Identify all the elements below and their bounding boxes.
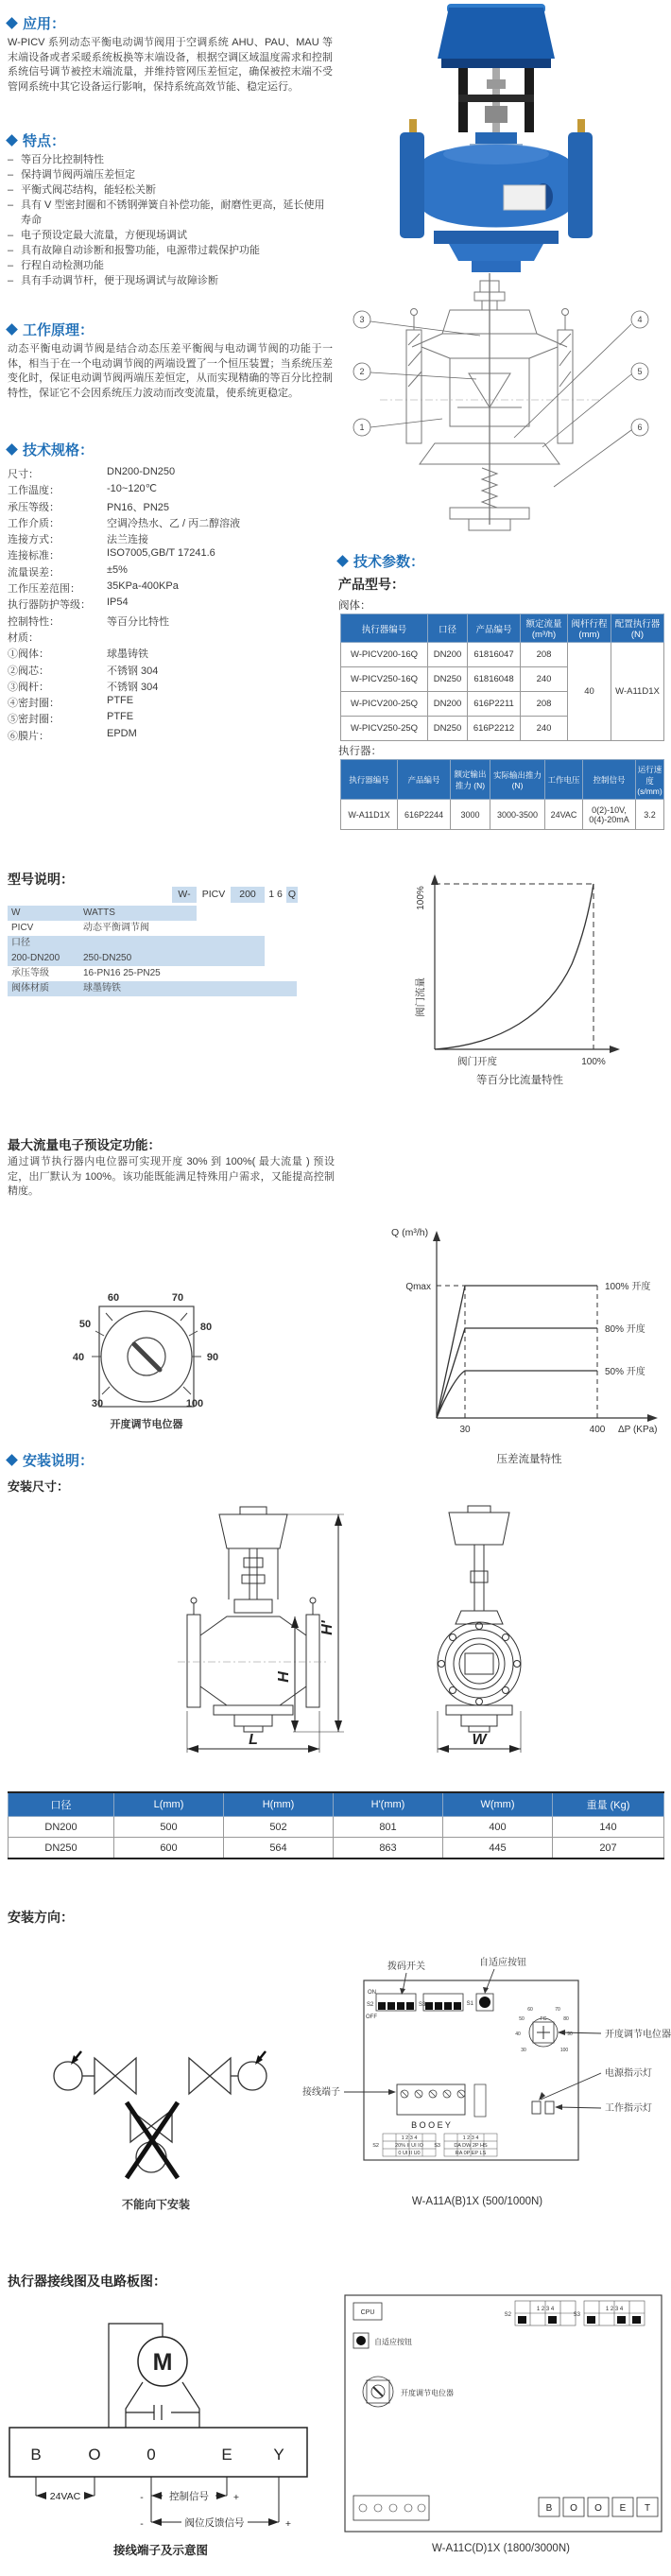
potentiometer-dial <box>66 1281 227 1432</box>
column-header: 额定流量 (m³/h) <box>521 614 568 643</box>
model-code-box: 1 6 <box>268 889 283 900</box>
terminal-letter: B <box>30 2446 42 2464</box>
column-header: 产品编号 <box>468 614 521 643</box>
feedback-label: 阀位反馈信号 <box>184 2517 245 2529</box>
dimension-drawings <box>123 1505 558 1779</box>
svg-text:80: 80 <box>563 2016 569 2022</box>
installation-section-title <box>8 1450 94 1470</box>
principle-body: 动态平衡电动调节阀是结合动态压差平衡阀与电动调节阀的功能于一体，相当于在一个电动调节阀的两端设置了一个恒压装置；当系统压差变化时，保证电动调节阀两端压差恒定，从而实现精确的等百分比控制特性，保证它不会因系统压力波动而改变流量，使系统更稳定。 <box>8 343 333 399</box>
dial-value: 70 <box>171 1292 184 1304</box>
principle-title: 工作原理： <box>23 322 95 338</box>
model-row: PICV 动态平衡调节阀 <box>11 923 149 933</box>
specs-list <box>8 466 335 744</box>
spec-row: 工作介质： 空调冷热水、乙 / 丙二醇溶液 <box>8 517 241 529</box>
section-diamond-icon <box>6 1454 18 1466</box>
column-header: L(mm) <box>114 1792 224 1817</box>
column-header: H'(mm) <box>334 1792 443 1817</box>
spec-row: 执行器防护等级： IP54 <box>8 596 129 612</box>
svg-text:100: 100 <box>559 2048 569 2053</box>
model-row: 口径 <box>8 936 265 951</box>
column-header: H(mm) <box>224 1792 334 1817</box>
features-list <box>8 152 335 288</box>
minus-sign: - <box>140 2492 144 2503</box>
svg-text:1 2 3 4: 1 2 3 4 <box>462 2135 479 2141</box>
specs-title: 技术规格： <box>23 442 95 458</box>
stroke-merged-cell: 40 <box>568 643 611 741</box>
spec-row: ②阀芯： 不锈钢 304 <box>8 665 159 677</box>
svg-text:20% II UI IO: 20% II UI IO <box>395 2143 423 2149</box>
list-item: – 平衡式阀芯结构，能轻松关断 <box>8 184 156 196</box>
terminal-letter: O <box>594 2503 602 2514</box>
column-header: 口径 <box>428 614 468 643</box>
principle-section-title <box>8 320 94 339</box>
direction-label: 安装方向： <box>8 1910 74 1925</box>
column-header: W(mm) <box>443 1792 553 1817</box>
model-code-box: 200 <box>231 887 265 903</box>
valve-model-table <box>340 614 664 741</box>
table-row: W-PICV200-16Q DN200 61816047 208 40 W-A11D1X <box>341 643 664 667</box>
series-label: 80% 开度 <box>605 1324 645 1335</box>
svg-text:60: 60 <box>527 2007 533 2013</box>
forbidden-caption: 不能向下安装 <box>121 2198 190 2211</box>
column-header: 执行器编号 <box>341 760 398 800</box>
tech-params-section-title <box>338 551 424 571</box>
features-section-title <box>8 130 65 150</box>
table-row: W-PICV200-25Q DN200 616P2211 208 <box>341 692 664 717</box>
list-item: – 等百分比控制特性 <box>8 154 104 165</box>
column-header: 额定输出推力 (N) <box>451 760 490 800</box>
column-header: 产品编号 <box>398 760 451 800</box>
list-item: – 具有手动调节杆，便于现场调试与故障诊断 <box>8 275 218 286</box>
column-header: 阀杆行程 (mm) <box>568 614 611 643</box>
dip-s2-label: S2 <box>367 2002 374 2008</box>
section-diamond-icon <box>6 443 18 456</box>
button-s1-label: S1 <box>466 2001 473 2007</box>
model-row: W WATTS <box>8 906 197 921</box>
application-title: 应用： <box>23 16 66 32</box>
svg-text:1 2 3 4: 1 2 3 4 <box>536 2307 555 2312</box>
list-item: – 行程自动检测功能 <box>8 260 104 271</box>
column-header: 重量 (Kg) <box>553 1792 664 1817</box>
spec-row: 连接标准： ISO7005,GB/T 17241.6 <box>8 547 215 562</box>
model-explanation-title: 型号说明： <box>8 872 74 887</box>
cross-section-diagram <box>338 268 669 546</box>
terminal-letter: 0 <box>146 2446 156 2464</box>
actuator-merged-cell: W-A11D1X <box>611 643 664 741</box>
callout-number: 1 <box>359 423 365 432</box>
callout-number: 5 <box>637 367 643 376</box>
potentiometer-label: 开度调节电位器 <box>401 2389 454 2397</box>
features-title: 特点： <box>23 133 66 149</box>
spec-row: ⑥膜片： EPDM <box>8 727 137 742</box>
model-row: 承压等级 16-PN16 25-PN25 <box>11 968 161 978</box>
model-code-box: W- <box>172 887 197 903</box>
product-model-title: 产品型号： <box>338 577 404 592</box>
y-axis-label: Q (m³/h) <box>391 1227 429 1238</box>
board2-caption: W-A11C(D)1X (1800/3000N) <box>432 2543 570 2554</box>
work-led-label: 工作指示灯 <box>605 2103 652 2114</box>
svg-text:1 2 3 4: 1 2 3 4 <box>401 2135 418 2141</box>
terminal-letter: E <box>619 2503 627 2514</box>
chart-caption: 压差流量特性 <box>496 1454 562 1465</box>
terminal-label: 接线端子 <box>302 2087 340 2098</box>
table-row: W-PICV250-16Q DN250 61816048 240 <box>341 667 664 692</box>
dial-value: 80 <box>199 1322 213 1333</box>
circuit-board-2 <box>340 2288 666 2538</box>
model-code-box: Q <box>286 887 298 903</box>
dim-label-l: L <box>249 1732 258 1748</box>
callout-number: 2 <box>359 367 365 376</box>
y-axis-label: 阀门流量 <box>415 977 426 1017</box>
table-row: W-PICV250-25Q DN250 616P2212 240 <box>341 717 664 741</box>
adaptive-button-label: 自适应按钮 <box>374 2338 412 2346</box>
model-row: 200-DN200 250-DN250 <box>8 951 265 966</box>
column-header: 工作电压 <box>545 760 583 800</box>
x-max-label: 100% <box>581 1057 606 1067</box>
list-item: – 电子预设定最大流量，方便现场调试 <box>8 230 187 241</box>
terminal-letter: O <box>88 2446 101 2464</box>
svg-text:S2: S2 <box>372 2143 379 2149</box>
callout-number: 4 <box>637 315 643 324</box>
spec-row: 连接方式： 法兰连接 <box>8 534 148 546</box>
adaptive-button <box>479 1997 490 2008</box>
svg-text:70: 70 <box>555 2007 560 2013</box>
preset-title: 最大流量电子预设定功能： <box>8 1138 161 1152</box>
motor-letter: M <box>152 2349 173 2376</box>
cpu-label: CPU <box>360 2309 375 2316</box>
svg-text:DA DW 2P HS: DA DW 2P HS <box>454 2143 488 2149</box>
svg-text:S2: S2 <box>504 2312 511 2318</box>
svg-text:RA 0P EP LS: RA 0P EP LS <box>455 2151 487 2156</box>
series-label: 100% 开度 <box>605 1282 651 1292</box>
dial-caption: 开度调节电位器 <box>110 1419 183 1430</box>
terminal-letter: E <box>221 2446 232 2464</box>
svg-text:50: 50 <box>519 2016 525 2022</box>
dip-s3-label: S3 <box>419 2002 426 2008</box>
adaptive-button <box>356 2336 366 2345</box>
spec-row: 尺寸： DN200-DN250 <box>8 466 176 480</box>
svg-text:40: 40 <box>515 2031 521 2037</box>
section-diamond-icon <box>6 323 18 336</box>
x-tick: 400 <box>589 1425 606 1435</box>
x-tick: 30 <box>459 1425 471 1435</box>
dims-label: 安装尺寸： <box>8 1479 70 1494</box>
section-diamond-icon <box>336 555 349 567</box>
svg-text:S3: S3 <box>573 2312 580 2318</box>
callout-number: 3 <box>359 315 365 324</box>
power-label: 24VAC <box>49 2491 81 2502</box>
potentiometer-label: 开度调节电位器 <box>605 2030 671 2040</box>
svg-text:1 2 3 4: 1 2 3 4 <box>605 2307 624 2312</box>
spec-row: 工作温度： -10~120℃ <box>8 483 158 497</box>
preset-body: 通过调节执行器内电位器可实现开度 30% 到 100%( 最大流量 ) 预设定，出厂默认为 100%。该功能既能满足特殊用户需求，又能提高控制精度。 <box>8 1156 335 1197</box>
dial-fg-label: FG <box>540 2016 547 2022</box>
actuator-table <box>340 759 664 830</box>
application-section-title <box>8 13 65 33</box>
application-body: W-PICV 系列动态平衡电动调节阀用于空调系统 AHU、PAU、MAU 等末端设备或者采暖系统板换等末端设备，根据空调区域温度需求和控制系统信号调节被控末端流量，并维持管网压差恒定，确保被控末端不受管网系统中其它设备运行影响，保持系统高效节能、稳定运行。 <box>8 37 333 93</box>
spec-row: 承压等级： PN16、PN25 <box>8 501 170 513</box>
dim-label-h-prime: H' <box>319 1620 336 1635</box>
column-header: 运行速度 (s/mm) <box>636 760 664 800</box>
actuator-housing <box>438 8 555 59</box>
dial-value: 100 <box>185 1398 204 1409</box>
section-diamond-icon <box>6 17 18 29</box>
specs-section-title <box>8 440 94 459</box>
line-80pct <box>437 1328 597 1418</box>
terminal-letter: T <box>644 2503 651 2514</box>
tech-params-title: 技术参数： <box>353 554 425 570</box>
qmax-label: Qmax <box>405 1282 431 1292</box>
column-header: 实际输出推力 (N) <box>490 760 545 800</box>
table-row: DN200 500 502 801 400 140 <box>9 1817 664 1838</box>
chart-flow-characteristic <box>378 856 662 1087</box>
column-header: 执行器编号 <box>341 614 428 643</box>
chart-dp-characteristic <box>378 1215 671 1470</box>
model-row: 阀体材质 球墨铸铁 <box>8 981 297 996</box>
spec-row: ⑤密封圈： PTFE <box>8 711 134 726</box>
spec-row: ③阀杆： 不锈钢 304 <box>8 681 159 693</box>
section-diamond-icon <box>6 134 18 147</box>
spec-row: 流量误差： ±5% <box>8 563 128 579</box>
wiring-section-title: 执行器接线图及电路板图： <box>8 2273 166 2289</box>
equal-percentage-curve <box>435 884 594 1049</box>
valve-body-label: 阀体： <box>338 600 371 612</box>
dip-switch-label: 拨码开关 <box>387 1962 425 1972</box>
circuit-board-1 <box>265 1952 671 2168</box>
list-item: – 具有故障自动诊断和报警功能，电源带过载保护功能 <box>8 245 260 256</box>
spec-row: 材质： <box>8 631 39 644</box>
svg-text:S3: S3 <box>434 2143 440 2149</box>
flange-right <box>568 132 593 238</box>
x-axis-label: 阀门开度 <box>457 1056 497 1067</box>
line-50pct <box>437 1371 597 1418</box>
column-header: 口径 <box>9 1792 114 1817</box>
terminal-letter: B <box>545 2503 553 2514</box>
table-row: DN250 600 564 863 445 207 <box>9 1838 664 1859</box>
spec-row: 控制特性： 等百分比特性 <box>8 615 169 628</box>
dial-slot <box>134 1344 160 1370</box>
actuator-label: 执行器： <box>338 746 382 757</box>
model-code-box: PICV <box>201 889 226 900</box>
valve-product-photo <box>392 0 628 279</box>
dial-value: 40 <box>72 1352 85 1363</box>
column-header: 配置执行器 (N) <box>611 614 664 643</box>
y-max-label: 100% <box>416 886 426 910</box>
control-label: 控制信号 <box>169 2491 209 2502</box>
wiring-caption: 接线端子及示意图 <box>112 2544 209 2557</box>
dimension-table <box>8 1791 664 1859</box>
nameplate <box>504 185 545 210</box>
spec-row: ①阀体： 球墨铸铁 <box>8 648 148 661</box>
installation-title: 安装说明： <box>23 1453 95 1469</box>
plus-sign: + <box>284 2518 292 2530</box>
plus-sign: + <box>232 2492 240 2503</box>
svg-text:90: 90 <box>567 2031 573 2037</box>
board1-caption: W-A11A(B)1X (500/1000N) <box>411 2196 543 2207</box>
power-led-label: 电源指示灯 <box>605 2068 652 2079</box>
list-item: – 具有 V 型密封圈和不锈钢弹簧自补偿功能，耐磨性更高，延长使用寿命 <box>8 199 325 226</box>
svg-text:30: 30 <box>521 2048 526 2053</box>
chart-caption: 等百分比流量特性 <box>476 1075 563 1086</box>
list-item: – 保持调节阀两端压差恒定 <box>8 169 135 181</box>
spec-row: ④密封圈： PTFE <box>8 695 134 710</box>
line-100pct <box>437 1286 597 1418</box>
bleed-valve <box>409 119 417 134</box>
flange-left <box>400 132 424 238</box>
spec-row: 工作压差范围： 35KPa-400KPa <box>8 580 179 596</box>
svg-text:0 UI II U0: 0 UI II U0 <box>398 2151 421 2156</box>
dip-off-label: OFF <box>366 2014 377 2020</box>
dial-value: 50 <box>78 1319 92 1330</box>
dim-label-w: W <box>472 1732 487 1748</box>
adaptive-button-label: 自适应按钮 <box>479 1958 526 1968</box>
terminal-letter: Y <box>273 2446 284 2464</box>
dial-value: 30 <box>91 1398 104 1409</box>
minus-sign: - <box>140 2518 144 2530</box>
x-axis-unit: ΔP (KPa) <box>618 1425 658 1435</box>
dip-on-label: ON <box>368 1990 376 1996</box>
terminal-letter: O <box>570 2503 577 2514</box>
bleed-valve <box>577 119 585 134</box>
callout-number: 6 <box>637 423 643 432</box>
dial-value: 60 <box>107 1292 120 1304</box>
series-label: 50% 开度 <box>605 1367 645 1377</box>
wiring-diagram <box>5 2307 326 2562</box>
table-row: W-A11D1X 616P2244 3000 3000-3500 24VAC 0(2)-10V, 0(4)-20mA 3.2 <box>341 800 664 830</box>
terminal-letters: B O O E Y <box>411 2120 451 2130</box>
column-header: 控制信号 <box>583 760 636 800</box>
dim-label-h: H <box>276 1671 292 1683</box>
dial-value: 90 <box>206 1352 219 1363</box>
